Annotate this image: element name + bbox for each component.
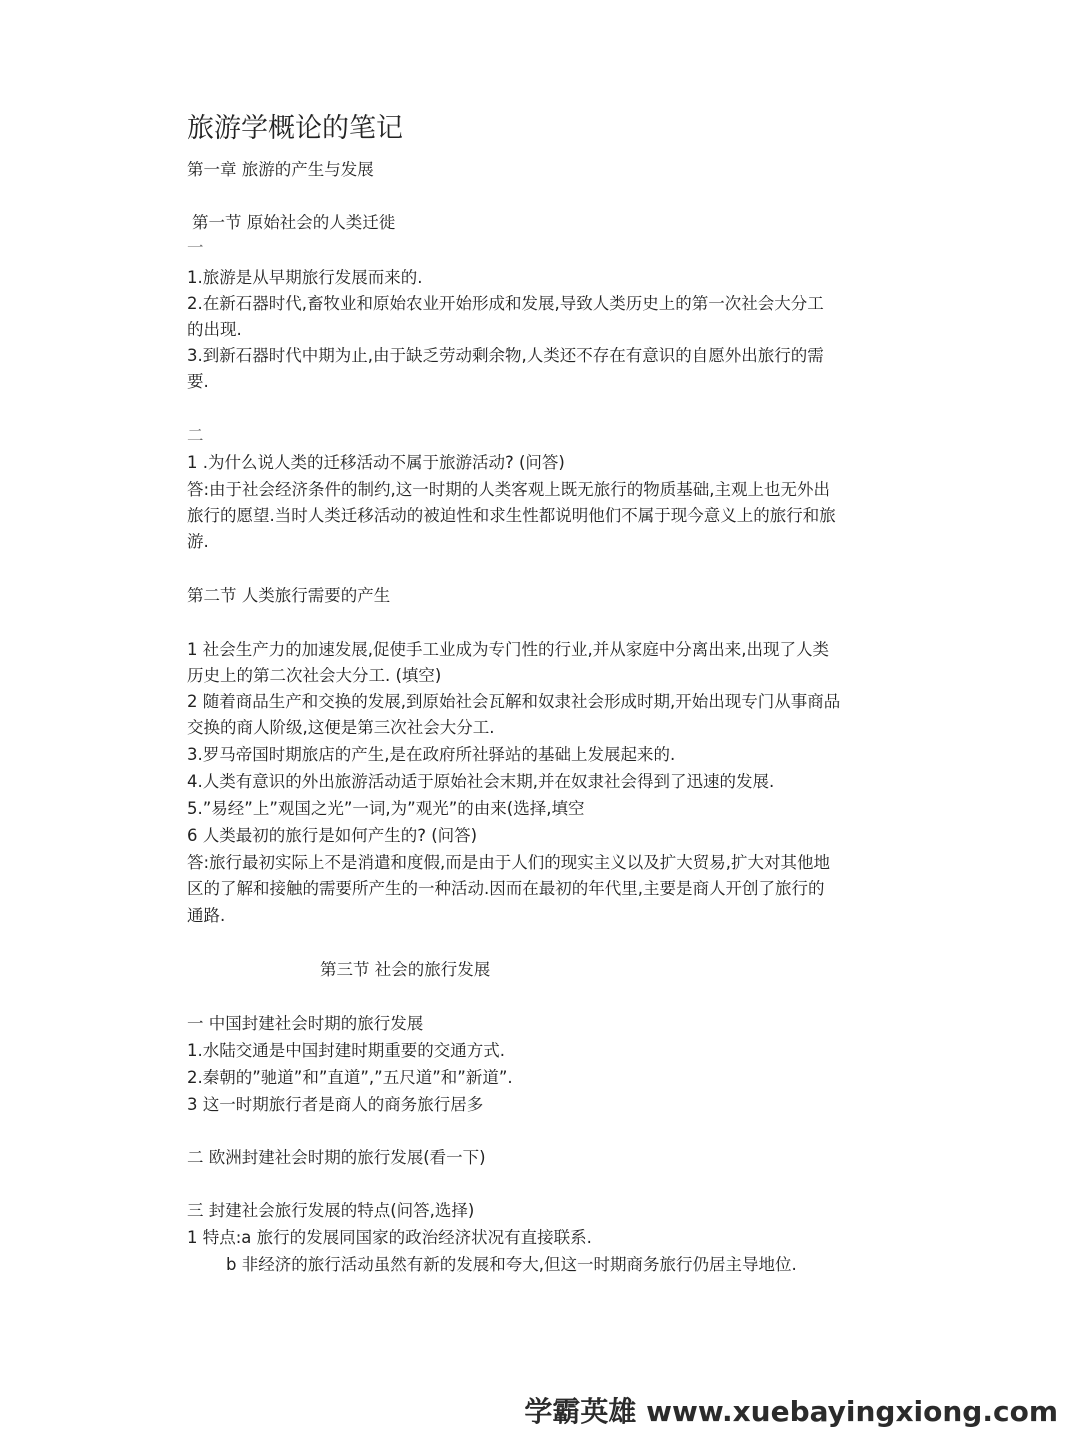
section2-answer6-line1: 答:旅行最初实际上不是消遣和度假,而是由于人们的现实主义以及扩大贸易,扩大对其他地 <box>187 853 831 872</box>
document-title: 旅游学概论的笔记 <box>187 113 403 144</box>
section1-point2-line2: 的出现. <box>187 320 242 339</box>
section1-answer1-line3: 游. <box>187 532 209 551</box>
section2-heading: 第二节 人类旅行需要的产生 <box>187 586 391 605</box>
section1-heading: 第一节 原始社会的人类迁徙 <box>192 213 396 232</box>
section3-sub3-point1: 1 特点:a 旅行的发展同国家的政治经济状况有直接联系. <box>187 1228 592 1247</box>
section3-sub1-point3: 3 这一时期旅行者是商人的商务旅行居多 <box>187 1095 484 1114</box>
section2-answer6-line2: 区的了解和接触的需要所产生的一种活动.因而在最初的年代里,主要是商人开创了旅行的 <box>187 879 825 898</box>
section2-point5: 5.”易经”上”观国之光”一词,为”观光”的由来(选择,填空 <box>187 799 585 818</box>
section3-heading: 第三节 社会的旅行发展 <box>320 960 491 979</box>
chapter-heading: 第一章 旅游的产生与发展 <box>187 160 374 179</box>
section1-part1-marker: 一 <box>187 238 204 257</box>
section1-answer1-line1: 答:由于社会经济条件的制约,这一时期的人类客观上既无旅行的物质基础,主观上也无外出 <box>187 480 831 499</box>
section1-point3-line1: 3.到新石器时代中期为止,由于缺乏劳动剩余物,人类还不存在有意识的自愿外出旅行的需 <box>187 346 824 365</box>
section1-part2-marker: 二 <box>187 426 204 445</box>
section3-sub1-point1: 1.水陆交通是中国封建时期重要的交通方式. <box>187 1041 505 1060</box>
section2-point3: 3.罗马帝国时期旅店的产生,是在政府所社驿站的基础上发展起来的. <box>187 745 676 764</box>
section2-point2-line1: 2 随着商品生产和交换的发展,到原始社会瓦解和奴隶社会形成时期,开始出现专门从事商品 <box>187 692 841 711</box>
section3-sub3-point2: b 非经济的旅行活动虽然有新的发展和夸大,但这一时期商务旅行仍居主导地位. <box>226 1255 797 1274</box>
section3-sub2: 二 欧洲封建社会时期的旅行发展(看一下) <box>187 1148 486 1167</box>
section2-answer6-line3: 通路. <box>187 906 226 925</box>
site-watermark: 学霸英雄 www.xuebayingxiong.com <box>524 1395 1058 1428</box>
section1-point1: 1.旅游是从早期旅行发展而来的. <box>187 268 423 287</box>
section2-point2-line2: 交换的商人阶级,这便是第三次社会大分工. <box>187 718 495 737</box>
section1-point2-line1: 2.在新石器时代,畜牧业和原始农业开始形成和发展,导致人类历史上的第一次社会大分工 <box>187 294 824 313</box>
section2-point1-line1: 1 社会生产力的加速发展,促使手工业成为专门性的行业,并从家庭中分离出来,出现了人类 <box>187 640 829 659</box>
section1-point3-line2: 要. <box>187 372 209 391</box>
section3-sub1: 一 中国封建社会时期的旅行发展 <box>187 1014 424 1033</box>
section1-answer1-line2: 旅行的愿望.当时人类迁移活动的被迫性和求生性都说明他们不属于现今意义上的旅行和旅 <box>187 506 836 525</box>
section3-sub3: 三 封建社会旅行发展的特点(问答,选择) <box>187 1201 475 1220</box>
section2-point6: 6 人类最初的旅行是如何产生的? (问答) <box>187 826 478 845</box>
section2-point4: 4.人类有意识的外出旅游活动适于原始社会末期,并在奴隶社会得到了迅速的发展. <box>187 772 775 791</box>
section2-point1-line2: 历史上的第二次社会大分工. (填空) <box>187 666 442 685</box>
section3-sub1-point2: 2.秦朝的”驰道”和”直道”,”五尺道”和”新道”. <box>187 1068 513 1087</box>
section1-question1: 1 .为什么说人类的迁移活动不属于旅游活动? (问答) <box>187 453 565 472</box>
